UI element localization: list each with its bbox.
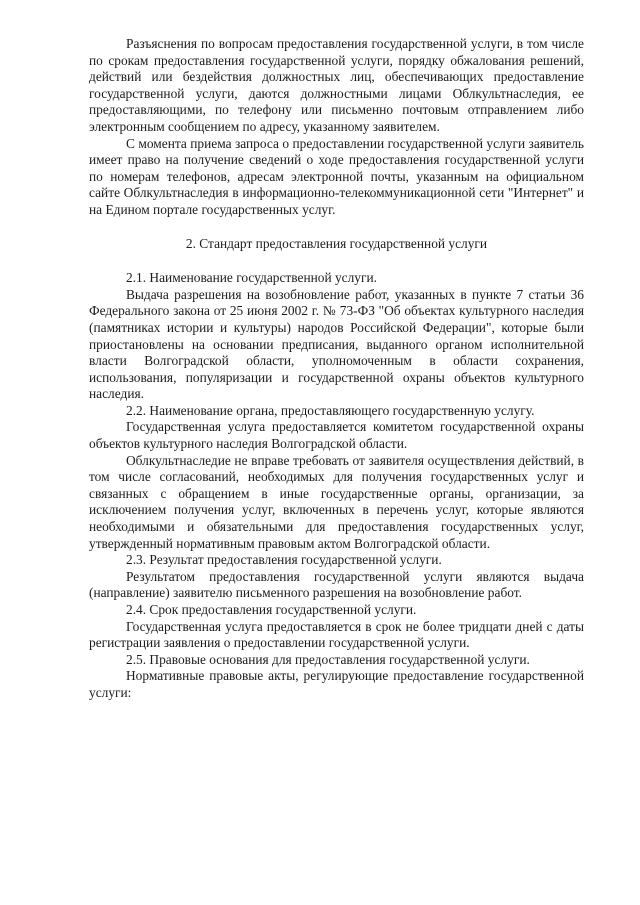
clause-2-3-title: 2.3. Результат предоставления государственной услуги. (126, 552, 442, 568)
clause-2-5-text: Нормативные правовые акты, регулирующие предоставление государственной услуги: (89, 668, 584, 700)
clause-2-4-title: 2.4. Срок предоставления государственной услуги. (126, 602, 417, 617)
clause-2-4-text: Государственная услуга предоставляется в срок не более тридцати дней с даты регистрации заявления о предоставлении государственной услуги. (89, 618, 584, 651)
clause-2-3-text: Результатом предоставления государственной услуги являются выдача (направление) заявителю письменного разрешения на возобновление работ. (89, 568, 584, 601)
clause-2-5-title: 2.5. Правовые основания для предоставления государственной услуги. (126, 651, 530, 667)
clause-2-1-text: Выдача разрешения на возобновление работ, указанных в пункте 7 статьи 36 Федерального закона от 25 июня 2002 г. № 73-ФЗ "Об объектах культурного наследия (памятниках истории и культуры) народов Российской Федерации", которые были приостановлены на основании предписания, выданного органом исполнительной власти Волгоградской области, уполномоченным в области сохранения, использования, популяризации и государственной охраны объектов культурного наследия. (89, 286, 584, 402)
clause-2-1-title: 2.1. Наименование государственной услуги. (126, 270, 378, 286)
clause-2-2-text-2: Облкультнаследие не вправе требовать от заявителя осуществления действий, в том числе согласований, необходимых для получения государственных услуг и связанных с обращением в иные государственные органы, организации, за исключением получения услуг, включенных в перечень услуг, которые являются необходимыми и обязательными для предоставления государственных услуг, утвержденный нормативным правовым актом Волгоградской области. (89, 452, 584, 551)
paragraph-status-info: С момента приема запроса о предоставлении государственной услуги заявитель имеет право на получение сведений о ходе предоставления государственной услуги по номерам телефонов, адресам электронной почты, указанным на официальном сайте Облкультнаследия в информационно-телекоммуникационной сети "Интернет" и на Едином портале государственных услуг. (89, 135, 584, 217)
paragraph-explanations: Разъяснения по вопросам предоставления государственной услуги, в том числе по срокам предоставления государственной услуги, порядку обжалования решений, действий или бездействия должностных лиц, обеспечивающих предоставление государственной услуги, даются должностными лицами Облкультнаследия, ее предоставляющими, по телефону или письменно почтовым отправлением либо электронным сообщением по адресу, указанному заявителем. (89, 36, 584, 134)
clause-2-2-text: Государственная услуга предоставляется комитетом государственной охраны объектов культурного наследия Волгоградской области. (89, 419, 584, 452)
section-heading: 2. Стандарт предоставления государственной услуги (185, 235, 488, 251)
clause-2-2-title: 2.2. Наименование органа, предоставляющего государственную услугу. (126, 402, 535, 418)
document-body (89, 36, 584, 702)
